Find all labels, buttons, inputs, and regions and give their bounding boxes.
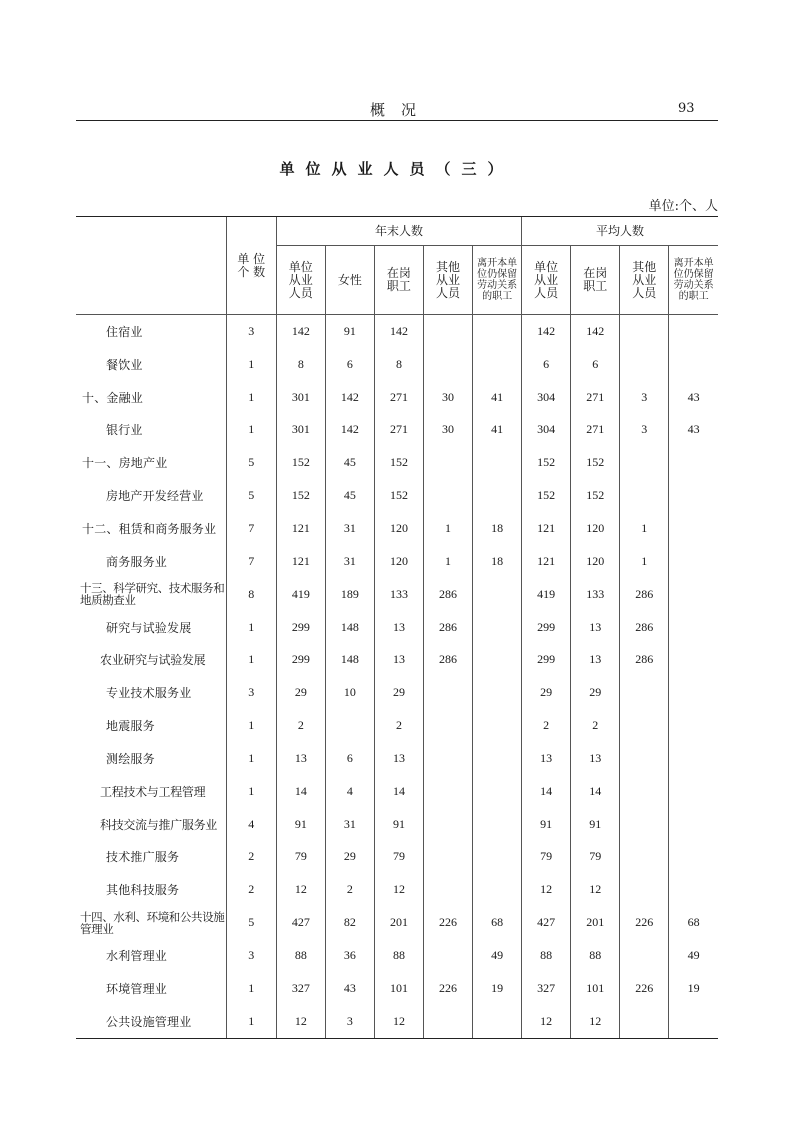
- table-cell: 43: [325, 972, 374, 1005]
- table-cell: 45: [325, 446, 374, 479]
- table-cell: [669, 545, 718, 578]
- table-row: [76, 643, 718, 676]
- table-cell: 10: [325, 676, 374, 709]
- table-cell: [473, 446, 522, 479]
- table-cell: 120: [571, 512, 620, 545]
- table-cell: 148: [325, 611, 374, 644]
- table-cell: 13: [571, 643, 620, 676]
- row-label: 十四、水利、环境和公共设施管理业: [80, 909, 225, 936]
- table-cell: [620, 742, 669, 775]
- table-cell: 13: [374, 643, 423, 676]
- table-cell: 13: [374, 611, 423, 644]
- table-cell: 152: [571, 479, 620, 512]
- table-cell: [669, 348, 718, 381]
- table-cell: [620, 315, 669, 348]
- table-cell: 152: [522, 479, 571, 512]
- table-cell: 82: [325, 906, 374, 939]
- table-cell: 2: [374, 709, 423, 742]
- table-cell: 18: [473, 512, 522, 545]
- table-cell: 91: [325, 315, 374, 348]
- table-title: 单位从业人员（三）: [279, 160, 514, 178]
- av-retained-header: 离开本单位仍保留劳动关系的职工: [669, 246, 718, 315]
- table-cell: 5: [226, 446, 276, 479]
- table-cell: 427: [522, 906, 571, 939]
- table-cell: [620, 709, 669, 742]
- row-label: 十三、科学研究、技术服务和地质勘查业: [80, 581, 225, 608]
- table-cell: 1: [226, 381, 276, 414]
- table-cell: 1: [226, 972, 276, 1005]
- table-cell: 301: [276, 414, 325, 447]
- row-label: 房地产开发经营业: [106, 489, 204, 504]
- table-cell: [473, 873, 522, 906]
- table-cell: 1: [423, 545, 472, 578]
- row-label: 公共设施管理业: [76, 1005, 226, 1038]
- table-cell: [620, 841, 669, 874]
- table-cell: 142: [276, 315, 325, 348]
- table-cell: [669, 643, 718, 676]
- table-cell: [473, 578, 522, 611]
- table-cell: 88: [276, 939, 325, 972]
- table-cell: 2: [325, 873, 374, 906]
- table-cell: 6: [522, 348, 571, 381]
- table-cell: 427: [276, 906, 325, 939]
- table-cell: 49: [473, 939, 522, 972]
- table-cell: [620, 808, 669, 841]
- table-cell: 121: [522, 545, 571, 578]
- table-cell: 419: [522, 578, 571, 611]
- table-cell: 29: [571, 676, 620, 709]
- table-cell: 12: [374, 1005, 423, 1038]
- ye-onpost-header: 在岗职工: [374, 246, 423, 315]
- table-cell: 148: [325, 643, 374, 676]
- table-cell: [423, 939, 472, 972]
- table-cell: [473, 742, 522, 775]
- table-cell: 299: [276, 611, 325, 644]
- table-cell: 152: [374, 446, 423, 479]
- table-cell: 31: [325, 808, 374, 841]
- unit-label: 单位:个、人: [648, 199, 718, 214]
- table-cell: 13: [374, 742, 423, 775]
- table-row: [76, 381, 718, 414]
- table-cell: 271: [374, 381, 423, 414]
- table-cell: 29: [276, 676, 325, 709]
- table-cell: 299: [276, 643, 325, 676]
- table-row: [76, 939, 718, 972]
- table-cell: 30: [423, 414, 472, 447]
- table-row: [76, 611, 718, 644]
- table-cell: 14: [276, 775, 325, 808]
- table-cell: 226: [620, 906, 669, 939]
- table-cell: 1: [226, 348, 276, 381]
- row-label: 地震服务: [106, 719, 155, 734]
- row-label: 其他科技服务: [106, 883, 180, 898]
- table-cell: 7: [226, 512, 276, 545]
- table-cell: 4: [226, 808, 276, 841]
- table-cell: 88: [571, 939, 620, 972]
- table-cell: 327: [522, 972, 571, 1005]
- av-onpost-header: 在岗职工: [571, 246, 620, 315]
- table-cell: [620, 939, 669, 972]
- table-row: [76, 545, 718, 578]
- table-cell: [423, 775, 472, 808]
- table-cell: [473, 611, 522, 644]
- table-cell: 419: [276, 578, 325, 611]
- table-cell: 120: [571, 545, 620, 578]
- table-cell: [620, 775, 669, 808]
- table-cell: [423, 348, 472, 381]
- table-cell: 121: [276, 512, 325, 545]
- table-container: [76, 216, 718, 1039]
- table-cell: 6: [325, 348, 374, 381]
- table-cell: [669, 709, 718, 742]
- table-cell: [669, 742, 718, 775]
- table-cell: 142: [522, 315, 571, 348]
- table-cell: 133: [571, 578, 620, 611]
- header-rule: [76, 120, 718, 121]
- row-label: 农业研究与试验发展: [100, 653, 206, 668]
- table-cell: [423, 676, 472, 709]
- item-name-header: [76, 217, 226, 315]
- table-cell: 201: [571, 906, 620, 939]
- table-cell: 12: [522, 1005, 571, 1038]
- table-cell: 12: [374, 873, 423, 906]
- table-cell: [473, 841, 522, 874]
- table-cell: [669, 873, 718, 906]
- table-cell: 79: [571, 841, 620, 874]
- table-cell: 4: [325, 775, 374, 808]
- row-label: 工程技术与工程管理: [100, 784, 206, 799]
- table-cell: [620, 873, 669, 906]
- table-cell: 226: [620, 972, 669, 1005]
- table-cell: 142: [325, 414, 374, 447]
- table-cell: [473, 348, 522, 381]
- page-number: 93: [678, 101, 695, 116]
- table-cell: 91: [374, 808, 423, 841]
- table-cell: 1: [620, 545, 669, 578]
- row-label: 十、金融业: [82, 390, 144, 405]
- table-row: [76, 479, 718, 512]
- table-cell: [473, 643, 522, 676]
- table-cell: 120: [374, 512, 423, 545]
- table-cell: 3: [226, 315, 276, 348]
- row-label: 科技交流与推广服务业: [100, 817, 218, 832]
- table-cell: 1: [226, 643, 276, 676]
- table-cell: 79: [276, 841, 325, 874]
- employment-table: [76, 216, 718, 1039]
- table-cell: 91: [571, 808, 620, 841]
- ye-other-header: 其他从业人员: [423, 246, 472, 315]
- table-cell: 19: [473, 972, 522, 1005]
- table-cell: 43: [669, 381, 718, 414]
- table-cell: [423, 841, 472, 874]
- row-label: 专业技术服务业: [106, 686, 192, 701]
- table-cell: 88: [374, 939, 423, 972]
- row-label: 住宿业: [106, 324, 143, 339]
- table-cell: [669, 512, 718, 545]
- table-row: [76, 972, 718, 1005]
- table-cell: [669, 1005, 718, 1038]
- table-cell: 271: [571, 381, 620, 414]
- table-cell: [669, 611, 718, 644]
- table-cell: 12: [571, 1005, 620, 1038]
- table-cell: [423, 709, 472, 742]
- table-cell: 45: [325, 479, 374, 512]
- table-cell: 142: [374, 315, 423, 348]
- table-row: [76, 578, 718, 611]
- table-cell: 8: [276, 348, 325, 381]
- table-cell: 286: [620, 611, 669, 644]
- table-cell: 91: [276, 808, 325, 841]
- table-cell: 19: [669, 972, 718, 1005]
- table-cell: [473, 1005, 522, 1038]
- table-cell: 31: [325, 512, 374, 545]
- table-cell: 1: [226, 611, 276, 644]
- table-cell: [423, 446, 472, 479]
- table-cell: 12: [522, 873, 571, 906]
- table-cell: [423, 315, 472, 348]
- table-cell: 226: [423, 972, 472, 1005]
- table-cell: 3: [226, 676, 276, 709]
- table-cell: [423, 479, 472, 512]
- table-cell: 121: [522, 512, 571, 545]
- table-row: [76, 775, 718, 808]
- average-group-header: 平均人数: [522, 217, 718, 246]
- table-cell: 3: [620, 381, 669, 414]
- table-cell: 18: [473, 545, 522, 578]
- table-cell: 1: [226, 742, 276, 775]
- table-cell: [325, 709, 374, 742]
- table-cell: 189: [325, 578, 374, 611]
- table-cell: 133: [374, 578, 423, 611]
- table-cell: [669, 841, 718, 874]
- table-cell: 1: [620, 512, 669, 545]
- table-cell: 12: [276, 873, 325, 906]
- table-cell: 12: [571, 873, 620, 906]
- table-cell: [669, 808, 718, 841]
- table-cell: 286: [620, 643, 669, 676]
- table-cell: [423, 808, 472, 841]
- table-cell: [473, 676, 522, 709]
- table-cell: 1: [423, 512, 472, 545]
- table-cell: 1: [226, 709, 276, 742]
- table-cell: [620, 348, 669, 381]
- table-cell: 304: [522, 381, 571, 414]
- row-label: 十一、房地产业: [82, 456, 168, 471]
- table-cell: 12: [276, 1005, 325, 1038]
- table-cell: 201: [374, 906, 423, 939]
- table-cell: 299: [522, 611, 571, 644]
- table-cell: 101: [571, 972, 620, 1005]
- table-cell: [669, 446, 718, 479]
- table-cell: 5: [226, 479, 276, 512]
- table-cell: 286: [620, 578, 669, 611]
- table-cell: [473, 709, 522, 742]
- table-cell: 91: [522, 808, 571, 841]
- table-cell: 14: [571, 775, 620, 808]
- table-cell: 8: [374, 348, 423, 381]
- table-cell: 29: [325, 841, 374, 874]
- table-cell: 152: [276, 479, 325, 512]
- table-cell: [620, 1005, 669, 1038]
- av-other-header: 其他从业人员: [620, 246, 669, 315]
- table-cell: 2: [226, 841, 276, 874]
- table-row: [76, 512, 718, 545]
- table-body: [76, 315, 718, 1039]
- table-cell: 13: [571, 742, 620, 775]
- table-cell: 286: [423, 611, 472, 644]
- table-cell: 120: [374, 545, 423, 578]
- table-cell: 2: [226, 873, 276, 906]
- table-cell: 121: [276, 545, 325, 578]
- table-cell: 6: [571, 348, 620, 381]
- year-end-group-header: 年末人数: [276, 217, 521, 246]
- table-cell: 2: [522, 709, 571, 742]
- table-cell: [620, 676, 669, 709]
- ye-total-header: 单位从业人员: [276, 246, 325, 315]
- table-cell: 41: [473, 414, 522, 447]
- table-cell: [669, 315, 718, 348]
- table-cell: 286: [423, 643, 472, 676]
- table-cell: 8: [226, 578, 276, 611]
- row-label: 商务服务业: [106, 554, 168, 569]
- row-label: 技术推广服务: [106, 850, 180, 865]
- row-label: 银行业: [106, 423, 143, 438]
- table-cell: 1: [226, 775, 276, 808]
- table-cell: 14: [374, 775, 423, 808]
- table-cell: [669, 578, 718, 611]
- row-label: 餐饮业: [106, 357, 143, 372]
- table-cell: 41: [473, 381, 522, 414]
- table-cell: 68: [473, 906, 522, 939]
- table-cell: 299: [522, 643, 571, 676]
- table-cell: [423, 742, 472, 775]
- running-header-section: 概况: [370, 101, 433, 119]
- table-cell: [423, 873, 472, 906]
- table-cell: 3: [325, 1005, 374, 1038]
- table-cell: 14: [522, 775, 571, 808]
- table-cell: 43: [669, 414, 718, 447]
- table-cell: 49: [669, 939, 718, 972]
- table-cell: 13: [522, 742, 571, 775]
- table-cell: 271: [571, 414, 620, 447]
- table-row: [76, 414, 718, 447]
- table-row: [76, 906, 718, 939]
- table-cell: 36: [325, 939, 374, 972]
- table-cell: 152: [571, 446, 620, 479]
- table-cell: [669, 676, 718, 709]
- ye-female-header: 女性: [325, 246, 374, 315]
- table-cell: [473, 479, 522, 512]
- table-row: [76, 446, 718, 479]
- table-cell: 2: [571, 709, 620, 742]
- table-row: [76, 348, 718, 381]
- av-total-header: 单位从业人员: [522, 246, 571, 315]
- table-cell: 7: [226, 545, 276, 578]
- table-row: [76, 709, 718, 742]
- table-cell: 29: [522, 676, 571, 709]
- table-cell: 152: [374, 479, 423, 512]
- table-cell: 68: [669, 906, 718, 939]
- table-cell: [620, 446, 669, 479]
- table-cell: 13: [276, 742, 325, 775]
- table-cell: 1: [226, 414, 276, 447]
- table-cell: [423, 1005, 472, 1038]
- table-cell: 2: [276, 709, 325, 742]
- table-cell: 5: [226, 906, 276, 939]
- table-cell: [669, 479, 718, 512]
- table-cell: [620, 479, 669, 512]
- table-cell: 142: [571, 315, 620, 348]
- row-label: 研究与试验发展: [106, 620, 192, 635]
- table-row: [76, 742, 718, 775]
- table-cell: [473, 315, 522, 348]
- table-cell: 152: [276, 446, 325, 479]
- table-cell: 226: [423, 906, 472, 939]
- table-cell: 3: [226, 939, 276, 972]
- table-cell: 152: [522, 446, 571, 479]
- table-cell: 31: [325, 545, 374, 578]
- table-cell: 88: [522, 939, 571, 972]
- row-label: 水利管理业: [106, 948, 168, 963]
- table-cell: 79: [522, 841, 571, 874]
- table-cell: 30: [423, 381, 472, 414]
- table-cell: 29: [374, 676, 423, 709]
- table-cell: [473, 775, 522, 808]
- unit-count-header: 单 位 个 数: [226, 217, 276, 315]
- table-row: [76, 315, 718, 348]
- row-label: 环境管理业: [106, 981, 168, 996]
- table-cell: 142: [325, 381, 374, 414]
- table-cell: 101: [374, 972, 423, 1005]
- table-cell: 3: [620, 414, 669, 447]
- ye-retained-header: 离开本单位仍保留劳动关系的职工: [473, 246, 522, 315]
- table-cell: 1: [226, 1005, 276, 1038]
- table-cell: 286: [423, 578, 472, 611]
- table-cell: 304: [522, 414, 571, 447]
- row-label: 十二、租赁和商务服务业: [82, 521, 217, 536]
- table-row: [76, 808, 718, 841]
- table-cell: 271: [374, 414, 423, 447]
- table-cell: 13: [571, 611, 620, 644]
- table-row: [76, 676, 718, 709]
- table-row: [76, 841, 718, 874]
- row-label: 测绘服务: [106, 751, 155, 766]
- table-cell: 6: [325, 742, 374, 775]
- table-cell: [473, 808, 522, 841]
- table-row: [76, 873, 718, 906]
- table-cell: 301: [276, 381, 325, 414]
- table-cell: 327: [276, 972, 325, 1005]
- table-row: [76, 1005, 718, 1038]
- table-cell: [669, 775, 718, 808]
- table-cell: 79: [374, 841, 423, 874]
